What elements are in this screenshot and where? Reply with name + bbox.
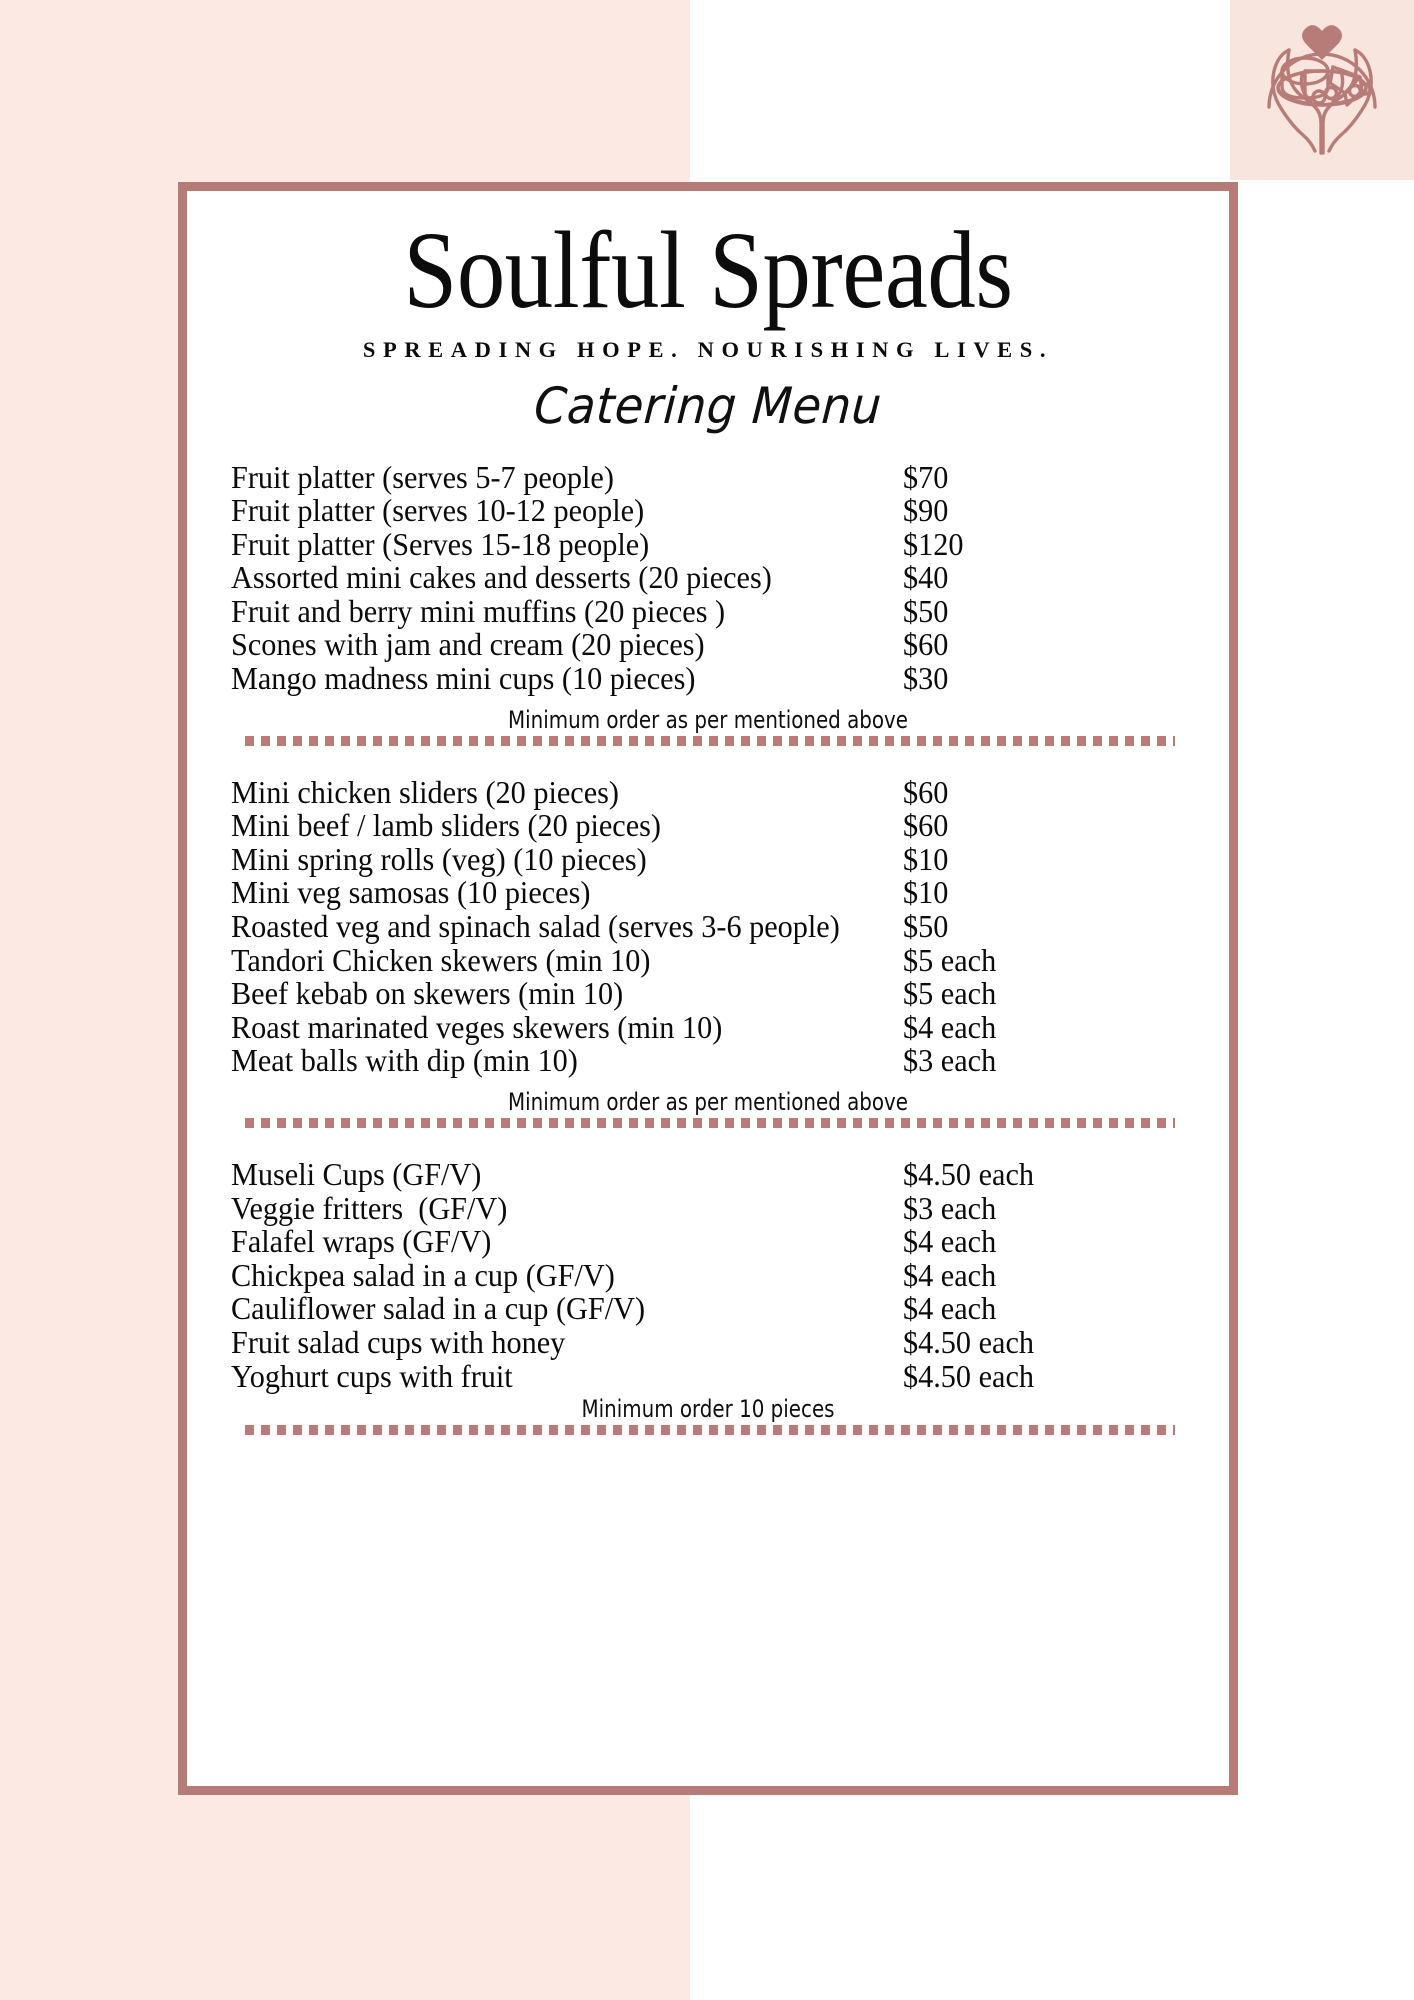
dotted-rule: [245, 1118, 1175, 1128]
menu-item-price: $90: [903, 493, 949, 529]
menu-item-name: Roasted veg and spinach salad (serves 3-6 people): [231, 909, 840, 945]
menu-item-row: [231, 776, 1185, 810]
menu-item-price: $70: [903, 459, 949, 495]
menu-item-price: $60: [903, 774, 949, 810]
section-note: Minimum order as per mentioned above: [507, 705, 909, 734]
menu-item-price: $4 each: [903, 1009, 997, 1045]
menu-item-row: [231, 1225, 1185, 1259]
menu-item-row: [231, 595, 1185, 629]
menu-item-row: [231, 528, 1185, 562]
menu-item-row: [231, 1011, 1185, 1045]
menu-item-row: [231, 977, 1185, 1011]
menu-item-price: $50: [903, 593, 949, 629]
menu-item-name: Cauliflower salad in a cup (GF/V): [231, 1291, 646, 1327]
menu-item-name: Fruit platter (serves 10-12 people): [231, 493, 645, 529]
menu-item-price: $4.50 each: [903, 1324, 1034, 1360]
menu-item-name: Meat balls with dip (min 10): [231, 1043, 578, 1079]
menu-item-name: Scones with jam and cream (20 pieces): [231, 627, 705, 663]
brand-tagline: SPREADING HOPE. NOURISHING LIVES.: [362, 336, 1054, 362]
menu-section-1: [231, 461, 1185, 746]
menu-item-price: $30: [903, 661, 949, 697]
menu-item-name: Roast marinated veges skewers (min 10): [231, 1009, 723, 1045]
menu-item-row: [231, 628, 1185, 662]
menu-item-price: $60: [903, 808, 949, 844]
menu-item-row: [231, 1259, 1185, 1293]
menu-item-price: $10: [903, 841, 949, 877]
menu-item-name: Mini spring rolls (veg) (10 pieces): [231, 841, 647, 877]
menu-item-price: $3 each: [903, 1043, 997, 1079]
menu-item-name: Veggie fritters (GF/V): [231, 1190, 508, 1226]
menu-item-row: [231, 1158, 1185, 1192]
menu-item-name: Fruit platter (serves 5-7 people): [231, 459, 614, 495]
menu-item-name: Fruit and berry mini muffins (20 pieces ): [231, 593, 726, 629]
menu-item-name: Beef kebab on skewers (min 10): [231, 976, 624, 1012]
menu-item-name: Museli Cups (GF/V): [231, 1157, 482, 1192]
menu-item-name: Mini beef / lamb sliders (20 pieces): [231, 808, 661, 844]
menu-item-price: $5 each: [903, 976, 997, 1012]
menu-section-2: [231, 776, 1185, 1128]
menu-item-row: [231, 494, 1185, 528]
menu-item-row: [231, 1192, 1185, 1226]
menu-item-row: [231, 944, 1185, 978]
menu-item-price: $4.50 each: [903, 1358, 1034, 1394]
menu-item-row: [231, 876, 1185, 910]
menu-item-row: [231, 910, 1185, 944]
menu-kicker: Catering Menu: [532, 376, 884, 435]
menu-item-name: Mini chicken sliders (20 pieces): [231, 774, 619, 810]
menu-item-row: [231, 809, 1185, 843]
section-divider-1: [231, 706, 1185, 746]
menu-section-3: [231, 1158, 1185, 1435]
menu-item-price: $40: [903, 560, 949, 596]
menu-item-price: $4 each: [903, 1257, 997, 1293]
section-note: Minimum order as per mentioned above: [507, 1088, 909, 1116]
menu-item-price: $4 each: [903, 1291, 997, 1327]
menu-item-name: Fruit platter (Serves 15-18 people): [231, 526, 650, 562]
menu-item-row: [231, 1292, 1185, 1326]
section-divider-2: [231, 1088, 1185, 1128]
menu-item-row: [231, 1326, 1185, 1360]
menu-item-name: Falafel wraps (GF/V): [231, 1224, 492, 1260]
menu-item-row: [231, 561, 1185, 595]
menu-item-row: [231, 843, 1185, 877]
menu-item-name: Assorted mini cakes and desserts (20 pieces): [231, 560, 772, 596]
menu-item-row: [231, 461, 1185, 495]
dotted-rule: [245, 1425, 1175, 1435]
menu-item-row: [231, 1044, 1185, 1078]
menu-item-name: Tandori Chicken skewers (min 10): [231, 942, 651, 978]
brand-logo: [1230, 0, 1414, 180]
menu-item-price: $10: [903, 875, 949, 911]
dotted-rule: [245, 736, 1175, 746]
menu-item-price: $4 each: [903, 1224, 997, 1260]
section-divider-3: [231, 1395, 1185, 1435]
section-note: Minimum order 10 pieces: [581, 1395, 835, 1424]
menu-item-price: $5 each: [903, 942, 997, 978]
menu-item-name: Chickpea salad in a cup (GF/V): [231, 1257, 615, 1293]
page-title: Soulful Spreads: [403, 209, 1013, 331]
menu-item-name: Mango madness mini cups (10 pieces): [231, 661, 696, 697]
menu-item-row: [231, 662, 1185, 696]
menu-item-row: [231, 1360, 1185, 1394]
menu-item-price: $60: [903, 627, 949, 663]
menu-item-price: $4.50 each: [903, 1157, 1034, 1192]
menu-item-name: Fruit salad cups with honey: [231, 1324, 566, 1360]
menu-item-name: Yoghurt cups with fruit: [231, 1358, 513, 1394]
menu-item-name: Mini veg samosas (10 pieces): [231, 875, 591, 911]
menu-item-price: $50: [903, 909, 949, 945]
menu-item-price: $3 each: [903, 1190, 997, 1226]
hands-holding-platter-with-heart-icon: [1247, 15, 1397, 165]
menu-card: [178, 182, 1238, 1795]
menu-item-price: $120: [903, 526, 964, 562]
